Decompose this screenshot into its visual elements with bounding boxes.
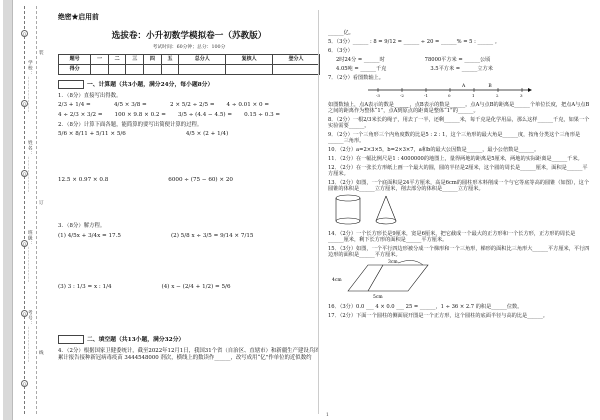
binding-hole: ○ bbox=[22, 311, 27, 316]
expression: 4/5 × (2 + 1/4) bbox=[185, 131, 229, 138]
equation: (3) 3 : 1/3 = x : 1/4 bbox=[58, 283, 112, 290]
expression: 12.5 × 0.97 × 0.8 bbox=[58, 176, 109, 183]
divider-line bbox=[368, 265, 383, 291]
score-cell: 登分人 bbox=[273, 55, 320, 65]
number-line-tick-label: 2 bbox=[496, 92, 499, 98]
question-9: 9．（2分）一个三角形三个内角度数的比是5 : 2 : 1，这个三角形的最大角是______度，按角分类这个三角形是______三角形。 bbox=[328, 132, 581, 145]
question-17: 17．（2分）下面一个圆柱的侧面展开图是一个正方形，这个圆柱的底面半径与高的比是______。 bbox=[328, 312, 548, 319]
score-cell: 复核人 bbox=[226, 55, 273, 65]
binding-hole: ○ bbox=[22, 101, 27, 106]
class-field[interactable]: 班级：___________ bbox=[27, 230, 33, 284]
expression: 6000 ÷ (75 − 60) × 20 bbox=[168, 176, 233, 183]
fold-line bbox=[36, 6, 37, 414]
binding-hole: ○ bbox=[22, 381, 27, 386]
expression: 2/3 + 1/4 = bbox=[58, 102, 91, 109]
score-input[interactable] bbox=[161, 65, 179, 75]
question-7: 7．（2分）看图数轴上。 bbox=[328, 74, 384, 81]
expression: 4 ÷ 2/3 × 3/2 = bbox=[58, 111, 103, 118]
section-2-header bbox=[58, 335, 320, 344]
page-title: 选拔卷：小升初数学模拟卷一（苏教版） bbox=[111, 30, 267, 41]
column-divider bbox=[318, 10, 319, 414]
expression: 5/6 × 8/11 + 5/11 × 5/6 bbox=[58, 131, 126, 138]
answer-space[interactable] bbox=[58, 290, 320, 330]
arrow-icon bbox=[398, 261, 423, 266]
score-cell: 一 bbox=[91, 55, 109, 65]
score-cell: 四 bbox=[144, 55, 162, 65]
question-1: 1．（8分）直接写出得数。 bbox=[58, 93, 122, 100]
score-input[interactable] bbox=[179, 65, 226, 75]
score-input[interactable] bbox=[91, 65, 109, 75]
number-line-tick-label: 1 bbox=[472, 92, 475, 98]
expression: 2 × 5/2 ÷ 2/5 = bbox=[170, 102, 215, 109]
cone-icon bbox=[376, 196, 396, 224]
cut-line bbox=[24, 6, 25, 414]
score-cell: 三 bbox=[126, 55, 144, 65]
question-8: 8．（2分）一根2/3米长的绳子，用去了一半，还剩______米，每千克是化学用品，那么这样______千克，如果一个实验需要______。 bbox=[328, 117, 590, 130]
score-cell: 题号 bbox=[59, 55, 91, 65]
left-column bbox=[58, 14, 320, 414]
question-2: 2．（8分）计算下面各题，能简算的要写出简便计算的过程。 bbox=[58, 122, 203, 129]
arrow-icon bbox=[528, 88, 532, 92]
expression: 4/5 × 3/8 = bbox=[114, 102, 147, 109]
question-4: 4．（2分）根据国家卫健委统计，截至2022年12月1日，我国31个省（自治区、直辖市）和新疆生产建设兵团累计报告接种新冠病毒疫苗 3444548000 剂次，横线上的数读作______，改写成用“亿”作单位的近似数约 bbox=[58, 348, 320, 361]
score-value-row bbox=[59, 65, 320, 75]
question-6-row bbox=[328, 58, 590, 64]
expression: 3/5 ÷ (4.4 − 4.5) = bbox=[177, 111, 233, 118]
section-score-box[interactable] bbox=[58, 335, 84, 344]
side-length-label: 4cm bbox=[332, 278, 342, 284]
question-4-continued: ______亿。 bbox=[328, 30, 354, 36]
question-6: 6．（3分） bbox=[328, 47, 353, 54]
section-2-title: 二、填空题（共13小题，满分32分） bbox=[87, 337, 185, 344]
question-12: 12．（2分）在一张长方形纸上画一个最大的圆，圆的半径是2厘米，这个圆的周长是______厘米，面积是______平方厘米。 bbox=[328, 164, 588, 177]
question-6-row bbox=[328, 67, 590, 73]
number-line-point-label: A bbox=[462, 83, 466, 89]
bind-label: 线 bbox=[38, 350, 44, 356]
score-input[interactable] bbox=[126, 65, 144, 75]
number-line-tick-label: -2 bbox=[400, 92, 404, 98]
cylinder-icon bbox=[336, 195, 360, 224]
cylinder-cone-figure bbox=[328, 193, 590, 227]
exam-info: 考试时间：60分钟；总分：100分 bbox=[152, 44, 226, 50]
score-cell: 五 bbox=[161, 55, 179, 65]
name-field[interactable]: 姓名：___________ bbox=[27, 140, 33, 194]
question-13: 13．（2分）如图，一个底面积是24平方厘米，高是6cm的圆柱形木料削成一个与它等底等高的圆锥（如图），这个圆锥的体积是______立方厘米，削去部分的体积是______立方厘米。 bbox=[328, 179, 590, 192]
equation: (2) 5/8 x ÷ 3/5 = 9/14 × 7/15 bbox=[170, 232, 254, 239]
number-line-point-label: B bbox=[488, 83, 492, 89]
binding-strip bbox=[0, 0, 50, 420]
question-1-row bbox=[58, 112, 320, 118]
binding-hole: ○ bbox=[22, 171, 27, 176]
parallelogram-shape bbox=[348, 265, 428, 291]
binding-hole: ○ bbox=[22, 241, 27, 246]
question-11: 11．（2分）在一幅比例尺是1 : 4000000的地图上，量得两地的距离是5厘米，两地的实际距离是______千米。 bbox=[328, 156, 583, 163]
section-score-box[interactable] bbox=[58, 80, 84, 89]
question-16: 16．（3分）0.0 ___ 4 × 0.0 ___ 25 = ______，1 ÷ 36 × 2.7 的积是______位数。 bbox=[328, 303, 523, 310]
answer-space[interactable] bbox=[58, 239, 320, 281]
question-7-text: 如图数轴上，点A表示的数是______，点B表示的数是______。点A与点B的距离是______个单位长度，把点A与点B之间的距离作为整体“1”，点A到原点的距离是整体“1”的______。 bbox=[328, 102, 590, 115]
score-table bbox=[58, 54, 320, 75]
question-5: 5．（3分）______ : 8 = 9/12 = ______ ÷ 20 = ______% = 5 : ______ 。 bbox=[328, 38, 500, 45]
question-3: 3．（8分）解方程。 bbox=[58, 223, 106, 230]
equation: (1) 4/5x + 3/4x = 17.5 bbox=[58, 232, 121, 239]
number-line bbox=[328, 82, 590, 98]
number-line-tick-label: -1 bbox=[424, 92, 428, 98]
score-cell: 总分人 bbox=[179, 55, 226, 65]
number-line-tick-label: -3 bbox=[376, 92, 380, 98]
binding-hole: ○ bbox=[22, 31, 27, 36]
score-input[interactable] bbox=[226, 65, 273, 75]
section-1-header bbox=[58, 80, 320, 89]
question-14: 14．（2分）一个长方形长是9厘米，宽是6厘米，把它截成一个最大的正方形和一个长方形，正方形的周长是______厘米，剩下长方形的面积是______平方厘米。 bbox=[328, 231, 576, 244]
answer-space[interactable] bbox=[58, 183, 320, 219]
exam-number-field[interactable]: 考号：___________ bbox=[27, 310, 33, 364]
page-number: 1 bbox=[326, 412, 329, 418]
score-input[interactable] bbox=[144, 65, 162, 75]
section-1-title: 一、计算题（共3小题，满分24分，每小题8分） bbox=[87, 82, 214, 89]
conversion: 78000平方米 = ______公顷 bbox=[424, 56, 491, 63]
top-length-label: 3cm bbox=[388, 260, 398, 266]
number-line-tick-label: 0 bbox=[448, 92, 451, 98]
number-line-tick-label: 3 bbox=[520, 92, 523, 98]
conversion: 2时24分 = ______时 bbox=[336, 56, 385, 63]
answer-space[interactable] bbox=[58, 138, 320, 174]
expression: 0.15 ÷ 0.3 = bbox=[244, 111, 281, 118]
secret-label: 绝密★启用前 bbox=[58, 13, 99, 21]
question-10: 10．（2分）a=2×3×5，b=2×3×7，a和b的最大公因数是______，最小公倍数是______。 bbox=[328, 147, 540, 154]
bind-label: 订 bbox=[38, 200, 44, 206]
score-cell: 得分 bbox=[59, 65, 91, 75]
score-cell: 二 bbox=[108, 55, 126, 65]
expression: 4 ÷ 0.01 × 0 = bbox=[226, 102, 270, 109]
binding-margin bbox=[3, 0, 13, 420]
score-header-row bbox=[59, 55, 320, 65]
school-field[interactable]: 学校：___________ bbox=[27, 60, 33, 114]
expression: 100 × 9.8 × 0.2 = bbox=[114, 111, 166, 118]
question-15: 15．（3分）如图，一个平行四边形被分成一个梯形和一个三角形，梯形的面积比三角形大______平方厘米，平行四边形的面积是______平方厘米。 bbox=[328, 246, 590, 259]
parallelogram-figure bbox=[328, 259, 590, 299]
score-input[interactable] bbox=[273, 65, 320, 75]
score-input[interactable] bbox=[108, 65, 126, 75]
right-column bbox=[328, 28, 590, 413]
number-line-ticks bbox=[376, 83, 523, 98]
equation: (4) x − (2/4 + 1/2) = 5/6 bbox=[161, 283, 231, 290]
conversion: 3.5平方米 = ______立方米 bbox=[430, 65, 493, 72]
bottom-length-label: 5cm bbox=[373, 295, 383, 300]
question-1-row bbox=[58, 102, 320, 108]
bind-label: 装 bbox=[38, 50, 44, 56]
conversion: 4.05吨 = ______千克 bbox=[336, 65, 387, 72]
